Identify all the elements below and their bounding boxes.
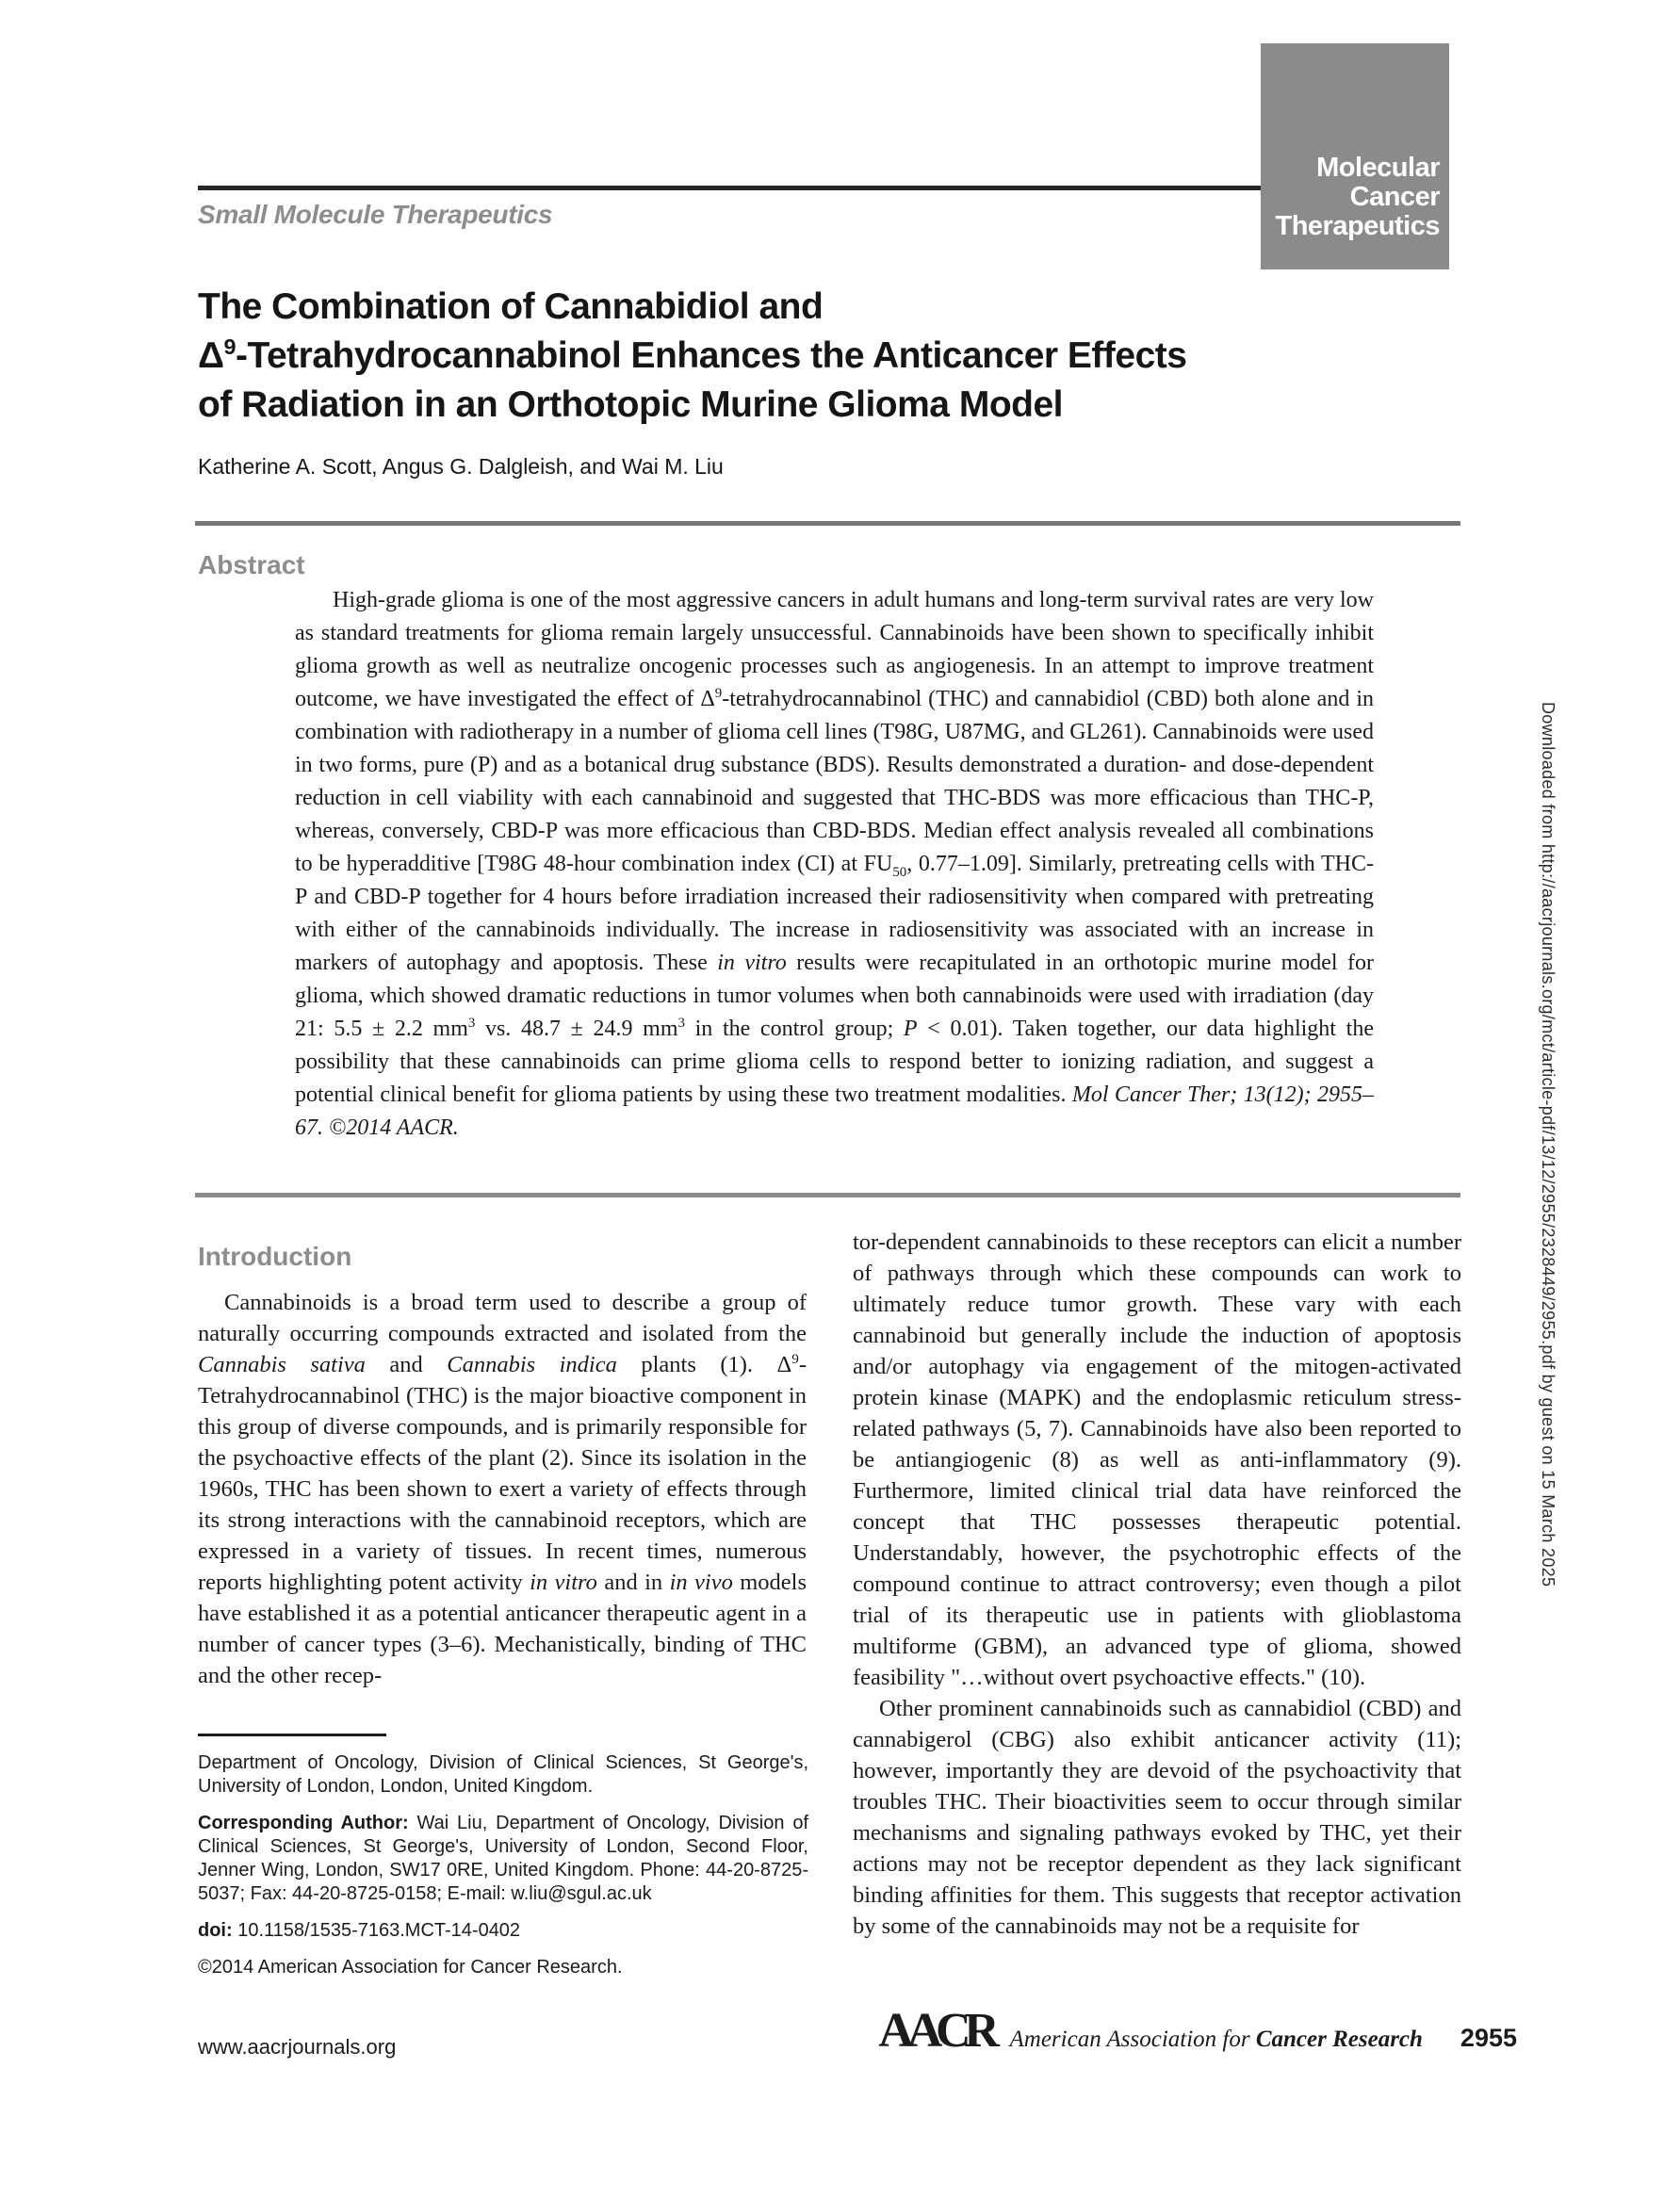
aacr-logo: AACR [878,2004,993,2058]
intro-paragraph-2: tor-dependent cannabinoids to these receptors can elicit a number of pathways through which these compounds can work to ultimately reduce tumor growth. These vary with each cannabinoid but generally include the induction of apoptosis and/or autophagy via engagement of the mitogen-activated protein kinase (MAPK) and the endoplasmic reticulum stress-related pathways (5, 7). Cannabinoids have also been reported to be antiangiogenic (8) as well as anti-inflammatory (9). Furthermore, limited clinical trial data have reinforced the concept that THC possesses therapeutic potential. Understandably, however, the psychotrophic effects of the compound continue to attract controversy; even though a pilot trial of its therapeutic use in patients with glioblastoma multiforme (GBM), an advanced type of glioma, showed feasibility "…without overt psychoactive effects." (10). [853,1229,1461,1690]
footer-right-group [878,2004,1517,2058]
association-name [1010,2027,1423,2053]
download-stamp: Downloaded from http://aacrjournals.org/mct/article-pdf/13/12/2955/2328449/2955.pdf by guest on 15 March 2025 [1539,702,1558,1587]
footnote-divider [198,1734,386,1736]
journal-logo-box [1261,43,1449,269]
intro-right-column [853,1227,1461,1942]
introduction-heading: Introduction [198,1242,352,1271]
association-name-regular: American Association for [1009,2027,1256,2052]
intro-left-column [198,1287,807,1691]
title-line-3: of Radiation in an Orthotopic Murine Glioma Model [198,384,1063,425]
journal-box-line-3: Therapeutics [1275,211,1440,241]
abstract-rule-top [195,521,1460,526]
journal-box-line-2: Cancer [1349,182,1440,212]
association-name-bold: Cancer Research [1255,2027,1423,2052]
intro-paragraph-1: Cannabinoids is a broad term used to describe a group of naturally occurring compounds extracted and isolated from the Cannabis sativa and Cannabis indica plants (1). $\Delta^9$-Tetrahydrocannabinol (THC) is the major bioactive component in this group of diverse compounds, and is primarily responsible for the psychoactive effects of the plant (2). Since its isolation in the 1960s, THC has been shown to exert a variety of effects through its strong interactions with the cannabinoid receptors, which are expressed in a variety of tissues. In recent times, numerous reports highlighting potent activity in vitro and in in vivo models have established it as a potential anticancer therapeutic agent in a number of cancer types (3–6). Mechanistically, binding of THC and the other recep- [198,1290,807,1688]
abstract-rule-bottom [195,1193,1460,1197]
abstract-heading: Abstract [198,550,305,579]
title-line-2: $\Delta^9$-Tetrahydrocannabinol Enhances the Anticancer Effects [198,334,1187,376]
abstract-body: High-grade glioma is one of the most aggressive cancers in adult humans and long-term survival rates are very low as standard treatments for glioma remain largely unsuccessful. Cannabinoids have been shown to specifically inhibit glioma growth as well as neutralize oncogenic processes such as angiogenesis. In an attempt to improve treatment outcome, we have investigated the effect of $\Delta^9$-tetrahydrocannabinol (THC) and cannabidiol (CBD) both alone and in combination with radiotherapy in a number of glioma cell lines (T98G, U87MG, and GL261). Cannabinoids were used in two forms, pure (P) and as a botanical drug substance (BDS). Results demonstrated a duration- and dose-dependent reduction in cell viability with each cannabinoid and suggested that THC-BDS was more efficacious than THC-P, whereas, conversely, CBD-P was more efficacious than CBD-BDS. Median effect analysis revealed all combinations to be hyperadditive [T98G 48-hour combination index (CI) at $FU_{50}$, 0.77–1.09]. Similarly, pretreating cells with THC-P and CBD-P together for 4 hours before irradiation increased their radiosensitivity when compared with pretreating with either of the cannabinoids individually. The increase in radiosensitivity was associated with an increase in markers of autophagy and apoptosis. These in vitro results were recapitulated in an orthotopic murine model for glioma, which showed dramatic reductions in tumor volumes when both cannabinoids were used with irradiation (day 21: 5.5 ± 2.2 $mm^3$ vs. 48.7 ± 24.9 $mm^3$ in the control group; P < 0.01). Taken together, our data highlight the possibility that these cannabinoids can prime glioma cells to respond better to ionizing radiation, and suggest a potential clinical benefit for glioma patients by using these two treatment modalities. Mol Cancer Ther; 13(12); 2955–67. ©2014 AACR. [295,588,1375,1140]
title-line-1: The Combination of Cannabidiol and [198,286,824,327]
copyright-note: ©2014 American Association for Cancer Research. [198,1957,623,1978]
page-number: 2955 [1460,2024,1517,2052]
doi-note: doi: 10.1158/1535-7163.MCT-14-0402 [198,1920,521,1941]
author-list: Katherine A. Scott, Angus G. Dalgleish, and Wai M. Liu [198,454,724,479]
masthead-rule [198,186,1261,190]
journal-url: www.aacrjournals.org [198,2035,397,2059]
intro-paragraph-3: Other prominent cannabinoids such as cannabidiol (CBD) and cannabigerol (CBG) also exhibit anticancer activity (11); however, importantly they are devoid of the psychoactivity that troubles THC. Their bioactivities seem to occur through similar mechanisms and signaling pathways evoked by THC, yet their actions may not be receptor dependent as they lack significant binding affinities for them. This suggests that receptor activation by some of the cannabinoids may not be a requisite for [853,1696,1461,1939]
footnote-block [198,1734,808,1993]
section-label: Small Molecule Therapeutics [198,200,553,229]
affiliation-note: Department of Oncology, Division of Clinical Sciences, St George's, University of London, London, United Kingdom. [198,1752,808,1797]
journal-box-line-1: Molecular [1316,153,1440,183]
article-title [198,283,1186,430]
corresponding-author-note: Corresponding Author: Wai Liu, Department of Oncology, Division of Clinical Sciences, St George's, University of London, Second Floor, Jenner Wing, London, SW17 0RE, United Kingdom. Phone: 44-20-8725-5037; Fax: 44-20-8725-0158; E-mail: w.liu@sgul.ac.uk [198,1813,808,1904]
